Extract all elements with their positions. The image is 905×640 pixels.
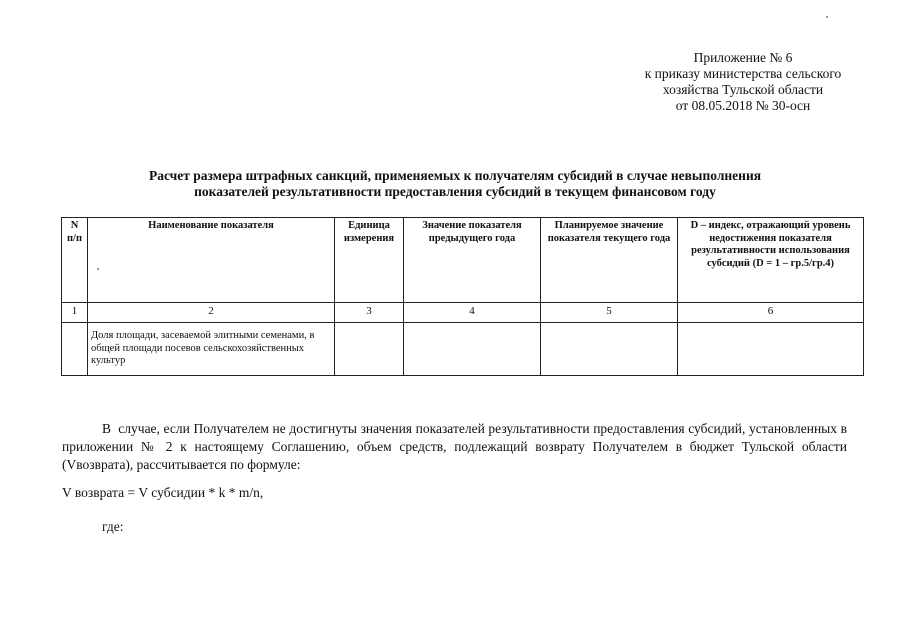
column-number-4: 4 [404,303,541,323]
where-label: где: [102,519,124,534]
refund-formula: V возврата = V субсидии * k * m/n, [62,485,264,500]
column-number-5: 5 [541,303,678,323]
scan-speck [826,16,828,18]
column-number-1: 1 [62,303,88,323]
column-number-3: 3 [335,303,404,323]
header-d-index: D – индекс, отражающий уровень недостижения показателя результативности использования субсидий (D = 1 – гр.5/гр.4) [678,218,864,303]
title-line-2: показателей результативности предоставления субсидий в текущем финансовом году [194,184,716,199]
paragraph-lead: В [102,421,112,436]
scan-speck [97,268,99,270]
header-planned-value: Планируемое значение показателя текущего года [541,218,678,303]
header-indicator-name: Наименование показателя [88,218,335,303]
title-line-1: Расчет размера штрафных санкций, применяемых к получателям субсидий в случае невыполнения [148,168,762,183]
table-column-numbers-row [62,303,864,323]
body-paragraph [62,420,847,474]
row-unit-cell [335,323,404,376]
appendix-header [612,50,874,114]
row-previous-value-cell [404,323,541,376]
table-header-row [62,218,864,303]
appendix-title: Приложение № 6 [693,50,793,65]
row-d-index-cell [678,323,864,376]
appendix-ministry-line: хозяйства Тульской области [662,82,824,97]
header-previous-value: Значение показателя предыдущего года [404,218,541,303]
appendix-date-line: от 08.05.2018 № 30-осн [675,98,811,113]
penalty-table [61,217,864,376]
row-indicator-name: Доля площади, засеваемой элитными семенами, в общей площади посевов сельскохозяйственных культур [88,323,335,376]
table-row [62,323,864,376]
header-unit: Единица измерения [335,218,404,303]
row-number-cell [62,323,88,376]
column-number-2: 2 [88,303,335,323]
paragraph-text: случае, если Получателем не достигнуты значения показателей результативности предоставления субсидий, установленных в приложении № 2 к настоящему Соглашению, объем средств, подлежащий возврату Получателем в бюджет Тульской области (Vвозврата), рассчитывается по формуле: [62,421,847,472]
column-number-6: 6 [678,303,864,323]
appendix-order-line: к приказу министерства сельского [644,66,842,81]
header-number: N п/п [62,218,88,303]
document-title [60,168,850,200]
row-planned-value-cell [541,323,678,376]
